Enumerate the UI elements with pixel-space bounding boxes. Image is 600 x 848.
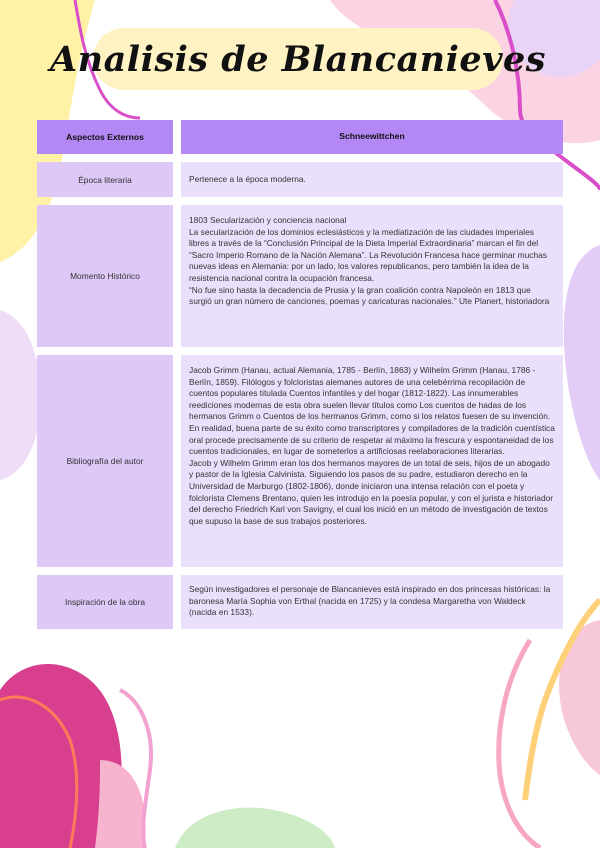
table-header-row — [37, 120, 563, 154]
table-row — [37, 205, 563, 347]
paragraph: La secularización de los dominios eclesiásticos y la mediatización de las ciudades imperiales libres a través de la “Conclusión Principal de la Dieta Imperial Extraordinaria” marcan el fin del “Sacro Imperio Romano de la Nación Alemana”. La Revolución Francesa hace germinar muchas nuevas ideas en Alemania: por un lado, los valores republicanos, pero también la idea de la resistencia nacional contra la ocupación francesa. — [189, 226, 547, 283]
table-row — [37, 575, 563, 629]
purple-blob-right — [564, 245, 600, 480]
row-content — [181, 162, 563, 197]
row-content — [181, 575, 563, 629]
paragraph: “No fue sino hasta la decadencia de Prusia y la gran coalición contra Napoleón en 1813 que surgió un gran número de canciones, poemas y caricaturas nacionales.” Ute Planert, historiadora — [189, 284, 550, 307]
page-title: Analisis de Blancanieves — [50, 38, 547, 80]
green-blob — [175, 808, 335, 848]
table-row — [37, 162, 563, 197]
title-banner — [50, 28, 547, 90]
row-text: Según investigadores el personaje de Blancanieves está inspirado en dos princesas históricas: la baronesa María Sophia von Erthal (nacida en 1725) y la condesa Margaretha von Waldeck (nacida en 1533). — [189, 584, 551, 618]
table-row — [37, 355, 563, 567]
paragraph: Jacob Grimm (Hanau, actual Alemania, 1785 - Berlín, 1863) y Wilhelm Grimm (Hanau, 1786 - Berlín, 1859). Filólogos y folcloristas alemanes autores de una celebérrima recopilación de cuentos populares titulada Cuentos infantiles y del hogar (1812-1822). Las innumerables reediciones modernas de esta obra suelen llevar títulos como Los cuentos de hadas de los hermanos Grimm o Cuentos de los hermanos Grimm, como si los relatos fuesen de su invención. En realidad, buena parte de su éxito como transcriptores y compiladores de la tradición cuentística oral procede precisamente de su criterio de respetar al máximo la frescura y espontaneidad de los cuentos tradicionales, en lugar de someterlos a artificiosas reelaboraciones literarias. — [189, 365, 555, 457]
row-content — [181, 205, 563, 347]
row-label: Bibliografía del autor — [37, 355, 173, 567]
row-label: Época literaria — [37, 162, 173, 197]
lavender-left — [0, 310, 40, 480]
row-label: Momento Histórico — [37, 205, 173, 347]
header-cell-aspects: Aspectos Externos — [37, 120, 173, 154]
pink-blob-right — [559, 620, 600, 775]
row-text: Pertenece a la época moderna. — [189, 173, 306, 184]
paragraph: Jacob y Wilhelm Grimm eran los dos hermanos mayores de un total de seis, hijos de un abogado y pastor de la Iglesia Calvinista. Siguiendo los pasos de su padre, estudiaron derecho en la Universidad de Marburgo (1802-1806), donde iniciaron una intensa relación con el poeta y folclorista Clemens Brentano, quien les introdujo en la poesía popular, y con el jurista e historiador del derecho Friedrich Karl von Savigny, el cual los inició en un método de investigación de textos que supuso la base de sus trabajos posteriores. — [189, 457, 554, 526]
row-label: Inspiración de la obra — [37, 575, 173, 629]
row-content — [181, 355, 563, 567]
light-pink-blob — [95, 760, 146, 848]
paragraph: 1803 Secularización y conciencia nacional — [189, 215, 347, 225]
header-cell-title: Schneewittchen — [181, 120, 563, 154]
analysis-table — [37, 120, 563, 637]
